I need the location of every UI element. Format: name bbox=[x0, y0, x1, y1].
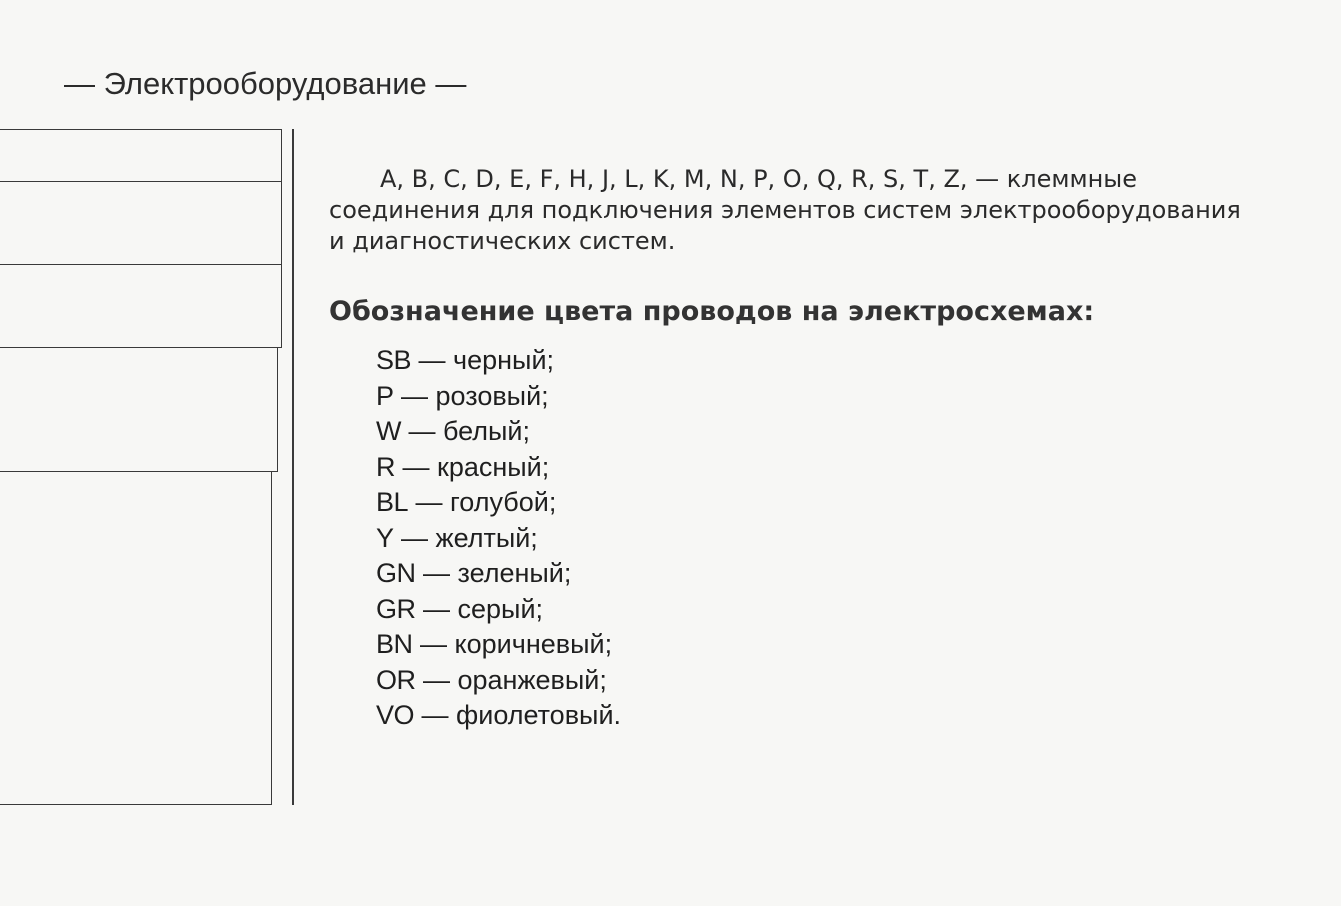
list-item bbox=[376, 414, 621, 450]
table-row bbox=[0, 265, 282, 348]
list-item bbox=[376, 450, 621, 486]
list-item bbox=[376, 627, 621, 663]
list-item bbox=[376, 592, 621, 628]
color-code: OR bbox=[376, 664, 416, 695]
color-desc: — красный; bbox=[395, 451, 550, 482]
left-table bbox=[0, 129, 282, 804]
color-code: BL bbox=[376, 487, 409, 517]
intro-paragraph bbox=[329, 164, 1339, 257]
color-desc: — фиолетовый. bbox=[414, 700, 622, 730]
list-item bbox=[376, 663, 621, 699]
color-desc: — белый; bbox=[400, 416, 531, 446]
color-code: R bbox=[376, 451, 395, 482]
color-code: GN bbox=[376, 558, 416, 588]
table-row bbox=[0, 129, 282, 182]
color-desc: — желтый; bbox=[393, 522, 538, 553]
column-divider bbox=[292, 129, 294, 805]
color-desc: — серый; bbox=[415, 593, 544, 624]
color-desc: — черный; bbox=[411, 345, 555, 375]
list-item bbox=[376, 556, 621, 592]
list-item bbox=[376, 379, 621, 415]
color-desc: — голубой; bbox=[408, 487, 557, 517]
color-desc: — коричневый; bbox=[412, 629, 613, 659]
list-item bbox=[376, 485, 621, 521]
color-code: W bbox=[376, 416, 401, 446]
intro-line: A, B, C, D, E, F, H, J, L, K, M, N, P, O, Q, R, S, T, Z, — клеммные bbox=[380, 165, 1137, 193]
intro-line: и диагностических систем. bbox=[329, 227, 676, 255]
color-code: GR bbox=[376, 593, 416, 624]
color-desc: — зеленый; bbox=[415, 558, 572, 588]
section-heading: Обозначение цвета проводов на электросхемах: bbox=[329, 296, 1095, 327]
list-item bbox=[376, 343, 621, 379]
color-desc: — оранжевый; bbox=[415, 664, 607, 695]
wire-color-list bbox=[376, 343, 621, 734]
intro-line: соединения для подключения элементов систем электрооборудования bbox=[329, 196, 1241, 224]
list-item bbox=[376, 521, 621, 557]
table-row bbox=[0, 348, 278, 472]
color-code: VO bbox=[376, 700, 415, 730]
color-code: SB bbox=[376, 345, 412, 375]
color-code: BN bbox=[376, 629, 413, 659]
color-desc: — розовый; bbox=[393, 380, 549, 411]
table-row bbox=[0, 472, 272, 805]
page-header: — Электрооборудование — bbox=[64, 66, 467, 101]
list-item bbox=[376, 698, 621, 734]
table-row bbox=[0, 182, 282, 265]
color-code: P bbox=[376, 380, 394, 411]
color-code: Y bbox=[376, 522, 394, 553]
